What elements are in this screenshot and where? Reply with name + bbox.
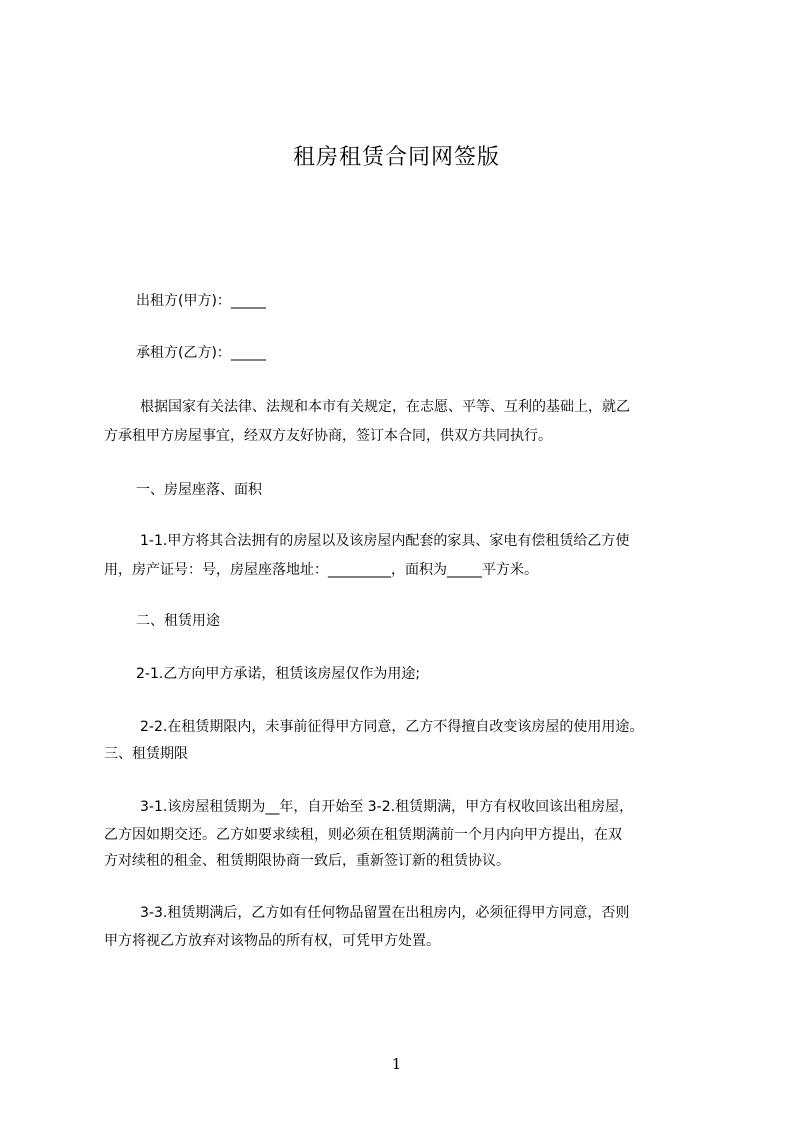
clause-3-3-line-1: 3-3.租赁期满后，乙方如有任何物品留置在出租房内，必须征得甲方同意，否则	[140, 905, 630, 921]
section-1-heading: 一、房屋座落、面积	[136, 482, 262, 498]
intro-line-2: 方承租甲方房屋事宜，经双方友好协商，签订本合同，供双方共同执行。	[104, 428, 552, 444]
intro-line-1: 根据国家有关法律、法规和本市有关规定，在志愿、平等、互利的基础上，就乙	[140, 399, 630, 415]
clause-1-1-line-1: 1-1.甲方将其合法拥有的房屋以及该房屋内配套的家具、家电有偿租赁给乙方使	[140, 533, 630, 549]
clause-2-1: 2-1.乙方向甲方承诺，租赁该房屋仅作为用途;	[136, 666, 421, 682]
section-2-heading: 二、租赁用途	[136, 613, 220, 629]
clause-3-1-line-2: 乙方因如期交还。乙方如要求续租，则必须在租赁期满前一个月内向甲方提出，在双	[104, 827, 622, 843]
section-3-heading: 三、租赁期限	[104, 746, 188, 762]
clause-2-2: 2-2.在租赁期限内，未事前征得甲方同意，乙方不得擅自改变该房屋的使用用途。	[140, 719, 644, 735]
clause-1-1-line-2: 用，房产证号：号，房屋座落地址：_________，面积为_____平方米。	[104, 562, 538, 578]
clause-3-3-line-2: 甲方将视乙方放弃对该物品的所有权，可凭甲方处置。	[104, 933, 440, 949]
party-a-line: 出租方(甲方)：_____	[136, 293, 266, 309]
party-b-line: 承租方(乙方)：_____	[136, 345, 266, 361]
clause-3-1-line-3: 方对续租的租金、租赁期限协商一致后，重新签订新的租赁协议。	[104, 853, 510, 869]
document-title: 租房租赁合同网签版	[292, 145, 500, 170]
page-number: 1	[391, 1055, 402, 1073]
clause-3-1-line-1: 3-1.该房屋租赁期为__年，自开始至 3-2.租赁期满，甲方有权收回该出租房屋，	[140, 799, 634, 815]
